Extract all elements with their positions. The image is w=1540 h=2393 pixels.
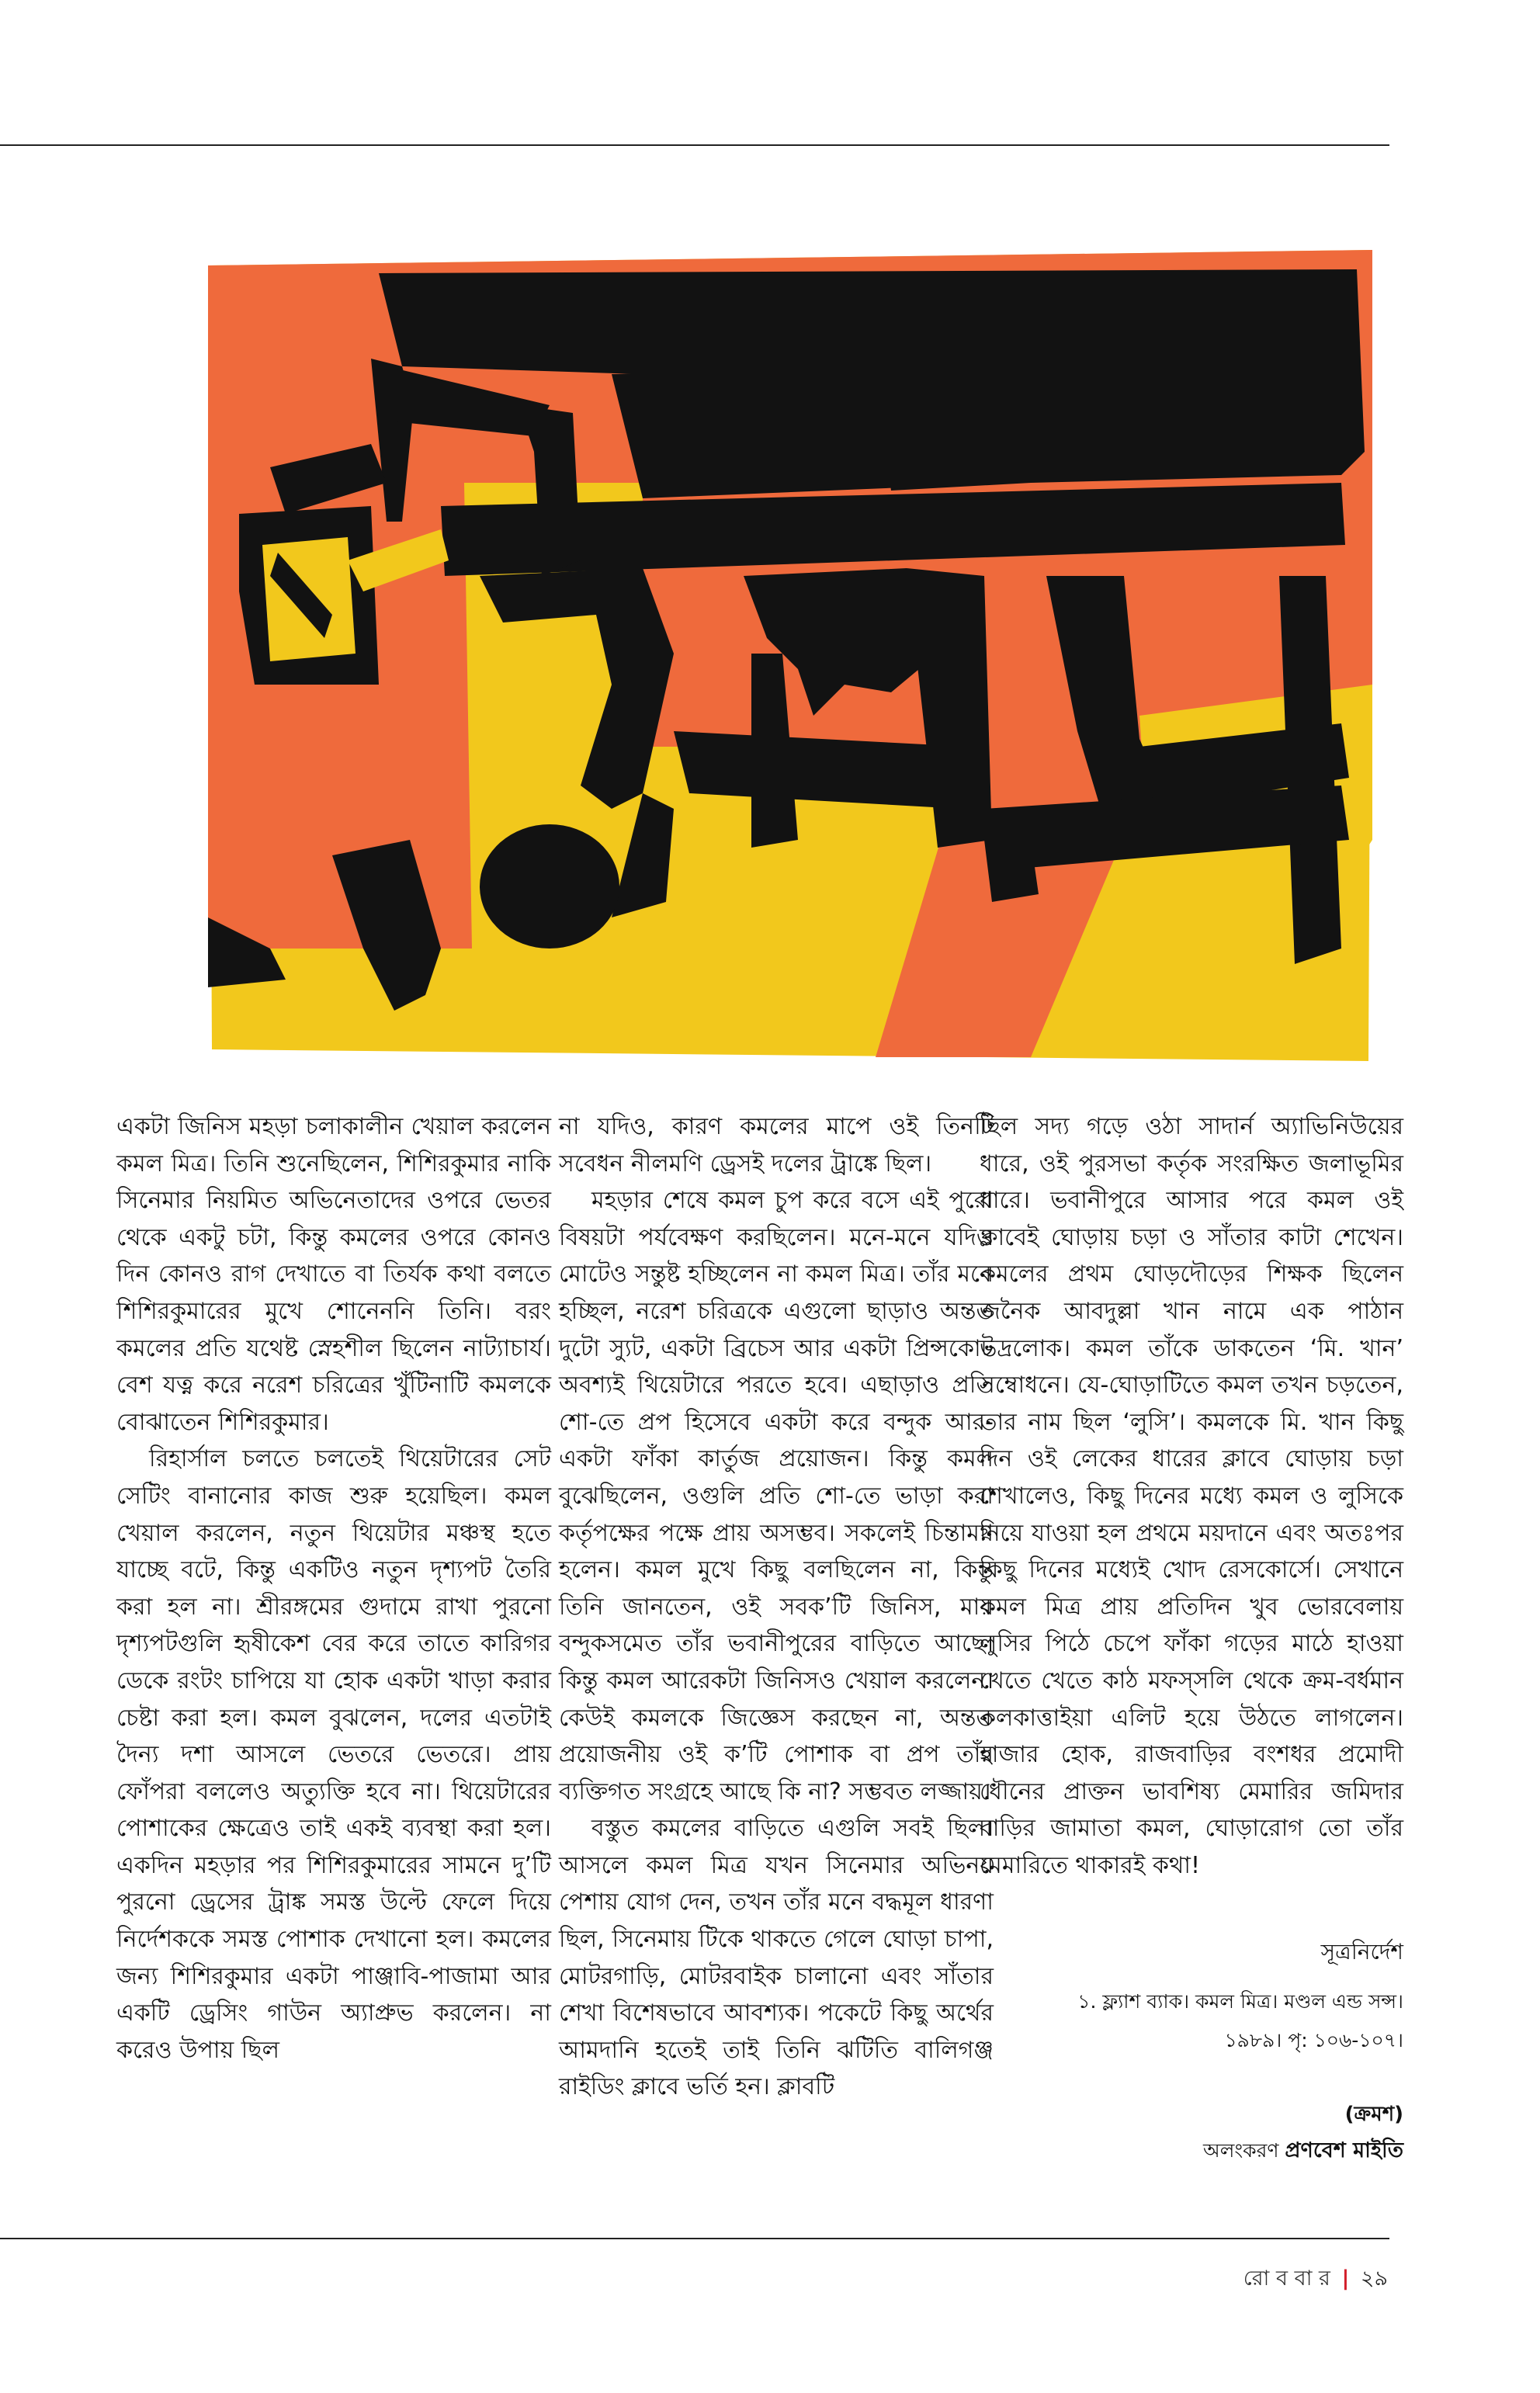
page-footer — [1243, 2263, 1388, 2294]
bottom-rule — [0, 2238, 1389, 2239]
article-paragraph: না যদিও, কারণ কমলের মাপে ওই তিনটি সবেধন নীলমণি ড্রেসই দলের ট্রাঙ্কে ছিল। — [559, 1113, 994, 1177]
top-rule — [0, 144, 1389, 146]
credit-name: প্রণবেশ মাইতি — [1285, 2138, 1403, 2162]
article-paragraph: রিহার্সাল চলতে চলতেই থিয়েটারের সেট সেটিং বানানোর কাজ শুরু হয়েছিল। কমল খেয়াল করলেন, নতুন থিয়েটার মঞ্চস্থ হতে যাচ্ছে বটে, কিন্তু একটিও নতুন দৃশ্যপট তৈরি করা হল না। শ্রীরঙ্গমের গুদামে রাখা পুরনো দৃশ্যপটগুলি হৃষীকেশ বের করে তাতে কারিগর ডেকে রংটং চাপিয়ে যা হোক একটা খাড়া করার চেষ্টা করা হল। কমল বুঝলেন, দলের এতটাই দৈন্য দশা আসলে ভেতরে ভেতরে। প্রায় ফোঁপরা বললেও অত্যুক্তি হবে না। থিয়েটারের পোশাকের ক্ষেত্রেও তাই একই ব্যবস্থা করা হল। একদিন মহড়ার পর শিশিরকুমারের সামনে দু’টি পুরনো ড্রেসের ট্রাঙ্ক সমস্ত উল্টে ফেলে দিয়ে নির্দেশককে সমস্ত পোশাক দেখানো হল। কমলের জন্য শিশিরকুমার একটা পাঞ্জাবি-পাজামা আর একটি ড্রেসিং গাউন অ্যাপ্রুভ করলেন। না করেও উপায় ছিল — [116, 1445, 551, 2064]
magazine-name: রো ব বা র — [1243, 2266, 1330, 2291]
credit-label: অলংকরণ — [1203, 2139, 1279, 2162]
calligraphy-artwork-image — [208, 250, 1372, 1061]
article-paragraph: একটা জিনিস মহড়া চলাকালীন খেয়াল করলেন কমল মিত্র। তিনি শুনেছিলেন, শিশিরকুমার নাকি সিনেমার নিয়মিত অভিনেতাদের ওপরে ভেতর থেকে একটু চটা, কিন্তু কমলের ওপরে কোনও দিন কোনও রাগ দেখাতে বা তির্যক কথা বলতে শিশিরকুমারের মুখে শোনেননি তিনি। বরং কমলের প্রতি যথেষ্ট স্নেহশীল ছিলেন নাট্যাচার্য। বেশ যত্ন করে নরেশ চরিত্রের খুঁটিনাটি কমলকে বোঝাতেন শিশিরকুমার। — [116, 1113, 551, 1436]
footer-separator: | — [1341, 2266, 1350, 2291]
references-heading: সূত্রনির্দেশ — [1320, 1939, 1403, 1965]
article-column-2 — [559, 1108, 994, 2106]
article-column-1 — [116, 1108, 551, 2069]
illustration-credit — [980, 2131, 1403, 2170]
references-block — [980, 1933, 1403, 2170]
reference-entry: ১. ফ্ল্যাশ ব্যাক। কমল মিত্র। মণ্ডল এন্ড সন্স। — [1077, 1990, 1403, 2013]
article-paragraph: ছিল সদ্য গড়ে ওঠা সাদার্ন অ্যাভিনিউয়ের ধারে, ওই পুরসভা কর্তৃক সংরক্ষিত জলাভূমির ধারে। ভবানীপুরে আসার পরে কমল ওই ক্লাবেই ঘোড়ায় চড়া ও সাঁতার কাটা শেখেন। কমলের প্রথম ঘোড়দৌড়ের শিক্ষক ছিলেন জনৈক আবদুল্লা খান নামে এক পাঠান ভদ্রলোক। কমল তাঁকে ডাকতেন ‘মি. খান’ সম্বোধনে। যে-ঘোড়াটিতে কমল তখন চড়তেন, তার নাম ছিল ‘লুসি’। কমলকে মি. খান কিছু দিন ওই লেকের ধারের ক্লাবে ঘোড়ায় চড়া শেখালেও, কিছু দিনের মধ্যে কমল ও লুসিকে নিয়ে যাওয়া হল প্রথমে ময়দানে এবং অতঃপর কিছু দিনের মধ্যেই খোদ রেসকোর্সে। সেখানে কমল মিত্র প্রায় প্রতিদিন খুব ভোরবেলায় লুসির পিঠে চেপে ফাঁকা গড়ের মাঠে হাওয়া খেতে খেতে কাঠ মফস্সলি থেকে ক্রম-বর্ধমান কলকাত্তাইয়া এলিট হয়ে উঠতে লাগলেন। হাজার হোক, রাজবাড়ির বংশধর প্রমোদী ধৌনের প্রাক্তন ভাবশিষ্য মেমারির জমিদার বাড়ির জামাতা কমল, ঘোড়ারোগ তো তাঁর মেমারিতে থাকারই কথা! — [980, 1113, 1403, 1879]
continued-marker: (ক্রমশ) — [1344, 2103, 1403, 2126]
article-column-3 — [980, 1108, 1403, 1884]
article-paragraph: মহড়ার শেষে কমল চুপ করে বসে এই পুরো বিষয়টা পর্যবেক্ষণ করছিলেন। মনে-মনে যদিও মোটেও সন্তুষ্ট হচ্ছিলেন না কমল মিত্র। তাঁর মনে হচ্ছিল, নরেশ চরিত্রকে এগুলো ছাড়াও অন্তত দুটো স্যুট, একটা ব্রিচেস আর একটা প্রিন্সকোট অবশ্যই থিয়েটারে পরতে হবে। এছাড়াও প্রতি শো-তে প্রপ হিসেবে একটা করে বন্দুক আর-একটা ফাঁকা কার্তুজ প্রয়োজন। কিন্তু কমল বুঝেছিলেন, ওগুলি প্রতি শো-তে ভাড়া করা কর্তৃপক্ষের পক্ষে প্রায় অসম্ভব। সকলেই চিন্তামগ্ন হলেন। কমল মুখে কিছু বলছিলেন না, কিন্তু তিনি জানতেন, ওই সবক’টি জিনিস, মায় বন্দুকসমেত তাঁর ভবানীপুরের বাড়িতে আছে। কিন্তু কমল আরেকটা জিনিসও খেয়াল করলেন। কেউই কমলকে জিজ্ঞেস করছেন না, অন্তত প্রয়োজনীয় ওই ক’টি পোশাক বা প্রপ তাঁর ব্যক্তিগত সংগ্রহে আছে কি না? সম্ভবত লজ্জায়। — [559, 1187, 994, 1805]
page-number: ২৯ — [1360, 2266, 1388, 2291]
article-paragraph: বস্তুত কমলের বাড়িতে এগুলি সবই ছিল। আসলে কমল মিত্র যখন সিনেমার অভিনয় পেশায় যোগ দেন, তখন তাঁর মনে বদ্ধমূল ধারণা ছিল, সিনেমায় টিকে থাকতে গেলে ঘোড়া চাপা, মোটরগাড়ি, মোটরবাইক চালানো এবং সাঁতার শেখা বিশেষভাবে আবশ্যক। পকেটে কিছু অর্থের আমদানি হতেই তাই তিনি ঝটিতি বালিগঞ্জ রাইডিং ক্লাবে ভর্তি হন। ক্লাবটি — [559, 1815, 994, 2101]
reference-entry: ১৯৮৯। পৃ: ১০৬-১০৭। — [1224, 2029, 1403, 2051]
